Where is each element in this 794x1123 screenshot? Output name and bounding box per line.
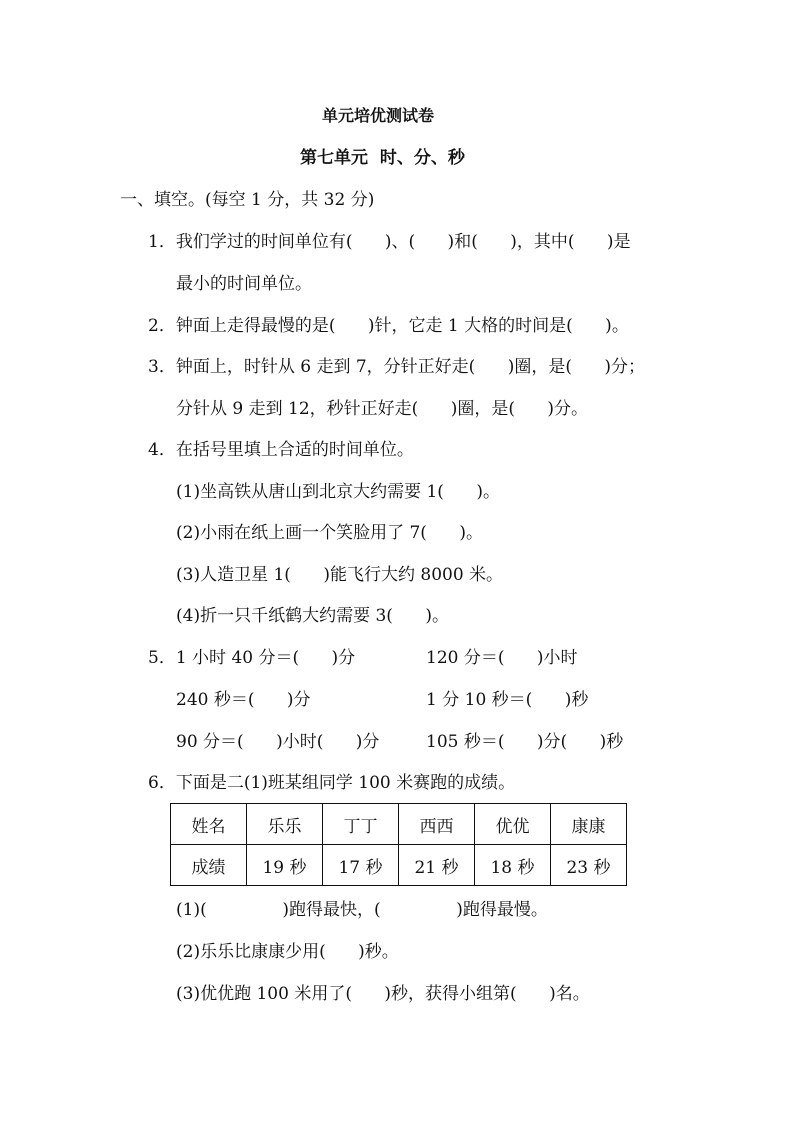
question-6: 6．下面是二(1)班某组同学 100 米赛跑的成绩。 <box>148 773 516 793</box>
table-cell-score: 19 秒 <box>247 845 323 886</box>
table-cell-name: 优优 <box>475 804 551 845</box>
table-cell-name: 西西 <box>399 804 475 845</box>
score-table <box>170 803 627 886</box>
question-4-item-2: (2)小雨在纸上画一个笑脸用了 7( )。 <box>176 523 483 543</box>
table-row <box>171 804 627 845</box>
question-4: 4．在括号里填上合适的时间单位。 <box>148 440 414 460</box>
table-row <box>171 845 627 886</box>
question-4-item-1: (1)坐高铁从唐山到北京大约需要 1( )。 <box>176 482 500 502</box>
question-6-item-2: (2)乐乐比康康少用( )秒。 <box>176 942 399 962</box>
question-3-line-1: 3．钟面上，时针从 6 走到 7，分针正好走( )圈，是( )分； <box>148 357 646 377</box>
question-5-d: 1 分 10 秒＝( )秒 <box>426 690 589 710</box>
question-4-item-4: (4)折一只千纸鹤大约需要 3( )。 <box>176 606 449 626</box>
question-1-line-1: 1．我们学过的时间单位有( )、( )和( )，其中( )是 <box>148 232 631 252</box>
question-2: 2．钟面上走得最慢的是( )针，它走 1 大格的时间是( )。 <box>148 316 629 336</box>
question-5-a: 5．1 小时 40 分＝( )分 <box>148 648 356 668</box>
table-cell-name: 乐乐 <box>247 804 323 845</box>
table-cell-score: 18 秒 <box>475 845 551 886</box>
question-5-e: 90 分＝( )小时( )分 <box>176 732 380 752</box>
question-5-b: 120 分＝( )小时 <box>426 648 578 668</box>
question-3-line-2: 分针从 9 走到 12，秒针正好走( )圈，是( )分。 <box>176 399 589 419</box>
table-cell-header-score: 成绩 <box>171 845 247 886</box>
section-heading: 一、填空。(每空 1 分，共 32 分) <box>120 190 375 210</box>
question-4-item-3: (3)人造卫星 1( )能飞行大约 8000 米。 <box>176 565 504 585</box>
table-cell-name: 丁丁 <box>323 804 399 845</box>
question-6-item-1: (1)( )跑得最快，( )跑得最慢。 <box>176 900 548 920</box>
question-5-f: 105 秒＝( )分( )秒 <box>426 732 624 752</box>
page-subtitle: 第七单元 时、分、秒 <box>300 148 465 168</box>
question-6-item-3: (3)优优跑 100 米用了( )秒，获得小组第( )名。 <box>176 984 590 1004</box>
table-cell-name: 康康 <box>551 804 627 845</box>
table-cell-score: 21 秒 <box>399 845 475 886</box>
table-cell-header-name: 姓名 <box>171 804 247 845</box>
table-cell-score: 23 秒 <box>551 845 627 886</box>
question-5-c: 240 秒＝( )分 <box>176 690 311 710</box>
table-cell-score: 17 秒 <box>323 845 399 886</box>
question-1-line-2: 最小的时间单位。 <box>176 274 312 294</box>
page-title: 单元培优测试卷 <box>322 106 435 125</box>
